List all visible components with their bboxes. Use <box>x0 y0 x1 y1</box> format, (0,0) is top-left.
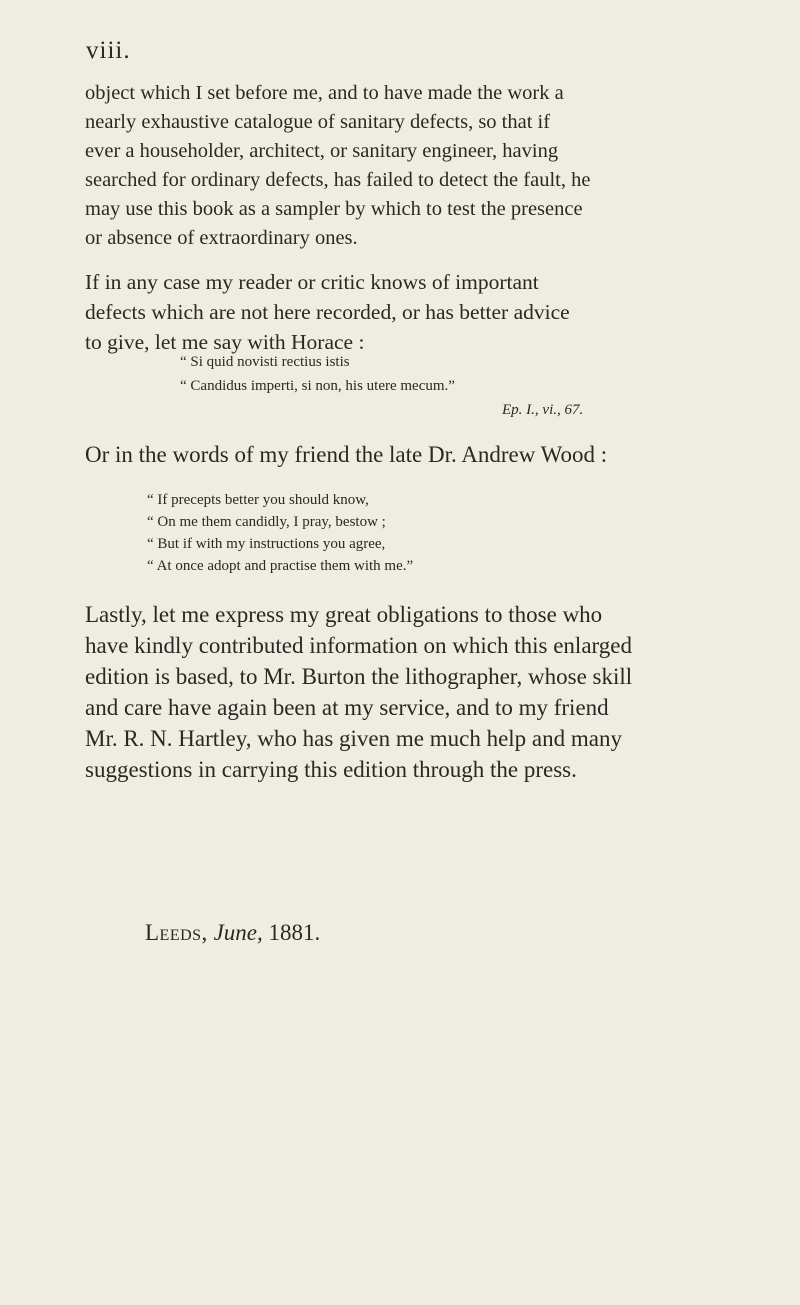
text-line: Mr. R. N. Hartley, who has given me much help and many <box>85 726 622 751</box>
quote-line: “ But if with my instructions you agree, <box>147 536 386 552</box>
signature-line <box>145 921 320 944</box>
quote-horace <box>180 350 583 422</box>
paragraph-acknowledgements <box>85 599 745 785</box>
paragraph-wood-intro <box>85 440 745 470</box>
signature-place: Leeds, <box>145 920 208 945</box>
text-line: edition is based, to Mr. Burton the lithographer, whose skill <box>85 664 633 689</box>
text-line: have kindly contributed information on which this enlarged <box>85 633 632 658</box>
text-line: If in any case my reader or critic knows of important <box>85 270 539 294</box>
signature-year: 1881. <box>268 920 321 945</box>
text-line: to give, let me say with Horace : <box>85 330 365 354</box>
text-line: Lastly, let me express my great obligations to those who <box>85 602 603 627</box>
text-line: object which I set before me, and to have made the work a <box>85 82 564 104</box>
text-line: nearly exhaustive catalogue of sanitary defects, so that if <box>85 111 551 133</box>
quote-wood <box>147 489 413 577</box>
paragraph-horace-intro <box>85 267 745 357</box>
quote-line: “ If precepts better you should know, <box>147 492 369 508</box>
text-line: searched for ordinary defects, has failed to detect the fault, he <box>85 169 591 191</box>
text-line: Or in the words of my friend the late Dr. Andrew Wood : <box>85 442 608 467</box>
quote-citation: Ep. I., vi., 67. <box>502 402 584 418</box>
quote-line: “ Si quid novisti rectius istis <box>180 354 350 370</box>
quote-line: “ Candidus imperti, si non, his utere mecum.” <box>180 378 455 394</box>
text-line: or absence of extraordinary ones. <box>85 227 358 249</box>
page-number: viii. <box>86 37 131 64</box>
text-line: ever a householder, architect, or sanitary engineer, having <box>85 140 559 162</box>
quote-line: “ At once adopt and practise them with me.” <box>147 558 414 574</box>
text-line: and care have again been at my service, and to my friend <box>85 695 609 720</box>
quote-line: “ On me them candidly, I pray, bestow ; <box>147 514 386 530</box>
text-line: may use this book as a sampler by which to test the presence <box>85 198 583 220</box>
signature-month: June, <box>213 920 263 945</box>
text-line: defects which are not here recorded, or has better advice <box>85 300 570 324</box>
text-line: suggestions in carrying this edition through the press. <box>85 757 577 782</box>
paragraph-intro <box>85 79 745 253</box>
